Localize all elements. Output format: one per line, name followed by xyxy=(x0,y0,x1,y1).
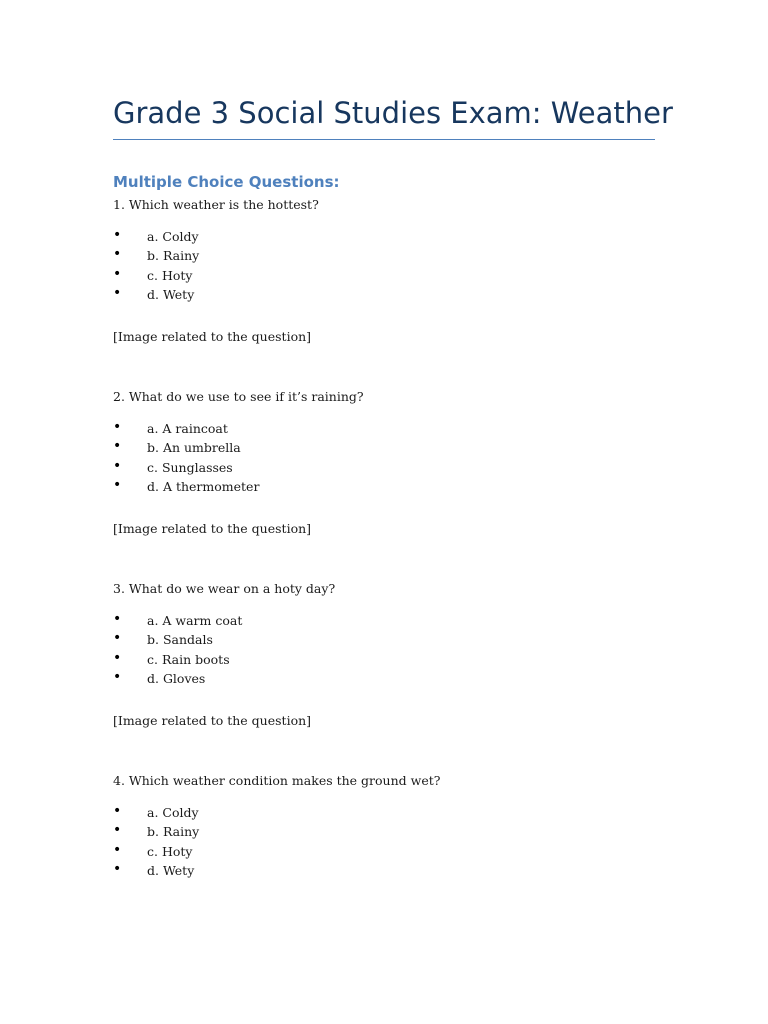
image-placeholder-note: [Image related to the question] xyxy=(113,521,312,536)
bullet-icon: • xyxy=(113,822,122,839)
bullet-icon: • xyxy=(113,227,122,243)
question-text: 1. Which weather is the hottest? xyxy=(113,197,319,212)
question-text: 2. What do we use to see if it’s raining? xyxy=(113,389,364,404)
answer-option-label: c. Sunglasses xyxy=(147,459,233,475)
answer-option-label: d. Wety xyxy=(147,286,195,302)
answer-option-label: a. Coldy xyxy=(147,229,199,244)
answer-option-label: b. Sandals xyxy=(147,632,213,648)
section-heading: Multiple Choice Questions: xyxy=(113,173,340,191)
answer-option-label: a. Coldy xyxy=(147,805,199,820)
bullet-icon: • xyxy=(113,284,122,301)
bullet-icon: • xyxy=(113,438,122,455)
answer-option-label: b. Rainy xyxy=(147,248,200,264)
answer-option-label: d. Wety xyxy=(147,862,195,878)
bullet-icon: • xyxy=(113,265,122,282)
answer-option-label: c. Hoty xyxy=(147,843,193,859)
question-text: 3. What do we wear on a hoty day? xyxy=(113,581,336,596)
bullet-icon: • xyxy=(113,803,122,819)
bullet-icon: • xyxy=(113,419,122,435)
answer-option-label: c. Rain boots xyxy=(147,651,230,667)
answer-option-label: a. A warm coat xyxy=(147,613,243,628)
document-title: Grade 3 Social Studies Exam: Weather xyxy=(113,96,673,130)
image-placeholder-note: [Image related to the question] xyxy=(113,329,312,344)
bullet-icon: • xyxy=(113,611,122,627)
answer-option-label: b. Rainy xyxy=(147,824,200,840)
bullet-icon: • xyxy=(113,630,122,647)
bullet-icon: • xyxy=(113,246,122,263)
title-underline-rule xyxy=(113,139,655,140)
bullet-icon: • xyxy=(113,457,122,474)
bullet-icon: • xyxy=(113,841,122,858)
answer-option-label: a. A raincoat xyxy=(147,421,228,436)
image-placeholder-note: [Image related to the question] xyxy=(113,713,312,728)
answer-option-label: d. A thermometer xyxy=(147,478,260,494)
answer-option-label: c. Hoty xyxy=(147,267,193,283)
bullet-icon: • xyxy=(113,649,122,666)
answer-option-label: b. An umbrella xyxy=(147,440,241,456)
bullet-icon: • xyxy=(113,668,122,685)
bullet-icon: • xyxy=(113,860,122,877)
answer-option-label: d. Gloves xyxy=(147,670,206,686)
question-text: 4. Which weather condition makes the ground wet? xyxy=(113,773,441,788)
bullet-icon: • xyxy=(113,476,122,493)
